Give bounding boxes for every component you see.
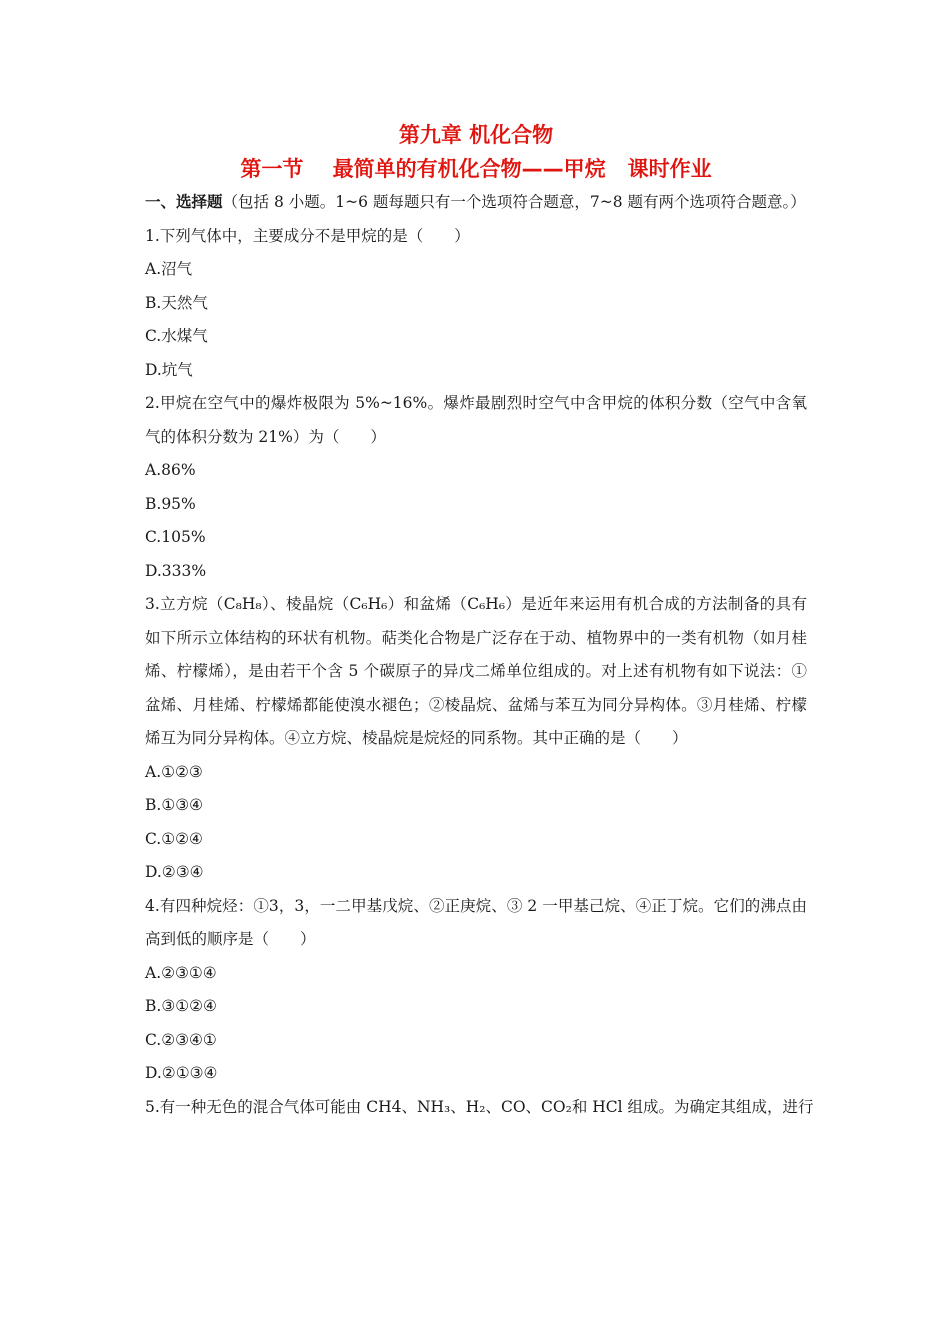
- option-c: C.②③④①: [145, 1030, 217, 1049]
- option-c: C.水煤气: [145, 327, 208, 345]
- option-d: D.333%: [145, 561, 207, 580]
- question-5: [145, 1091, 814, 1125]
- option-a: A.①②③: [145, 762, 203, 781]
- option-b: B.①③④: [145, 796, 204, 814]
- option-b: B.天然气: [145, 293, 208, 312]
- option-c: C.105%: [145, 528, 206, 546]
- section-title: 第一节 最简单的有机化合物——甲烷 课时作业: [240, 157, 712, 181]
- option-b: B.95%: [145, 494, 196, 513]
- option-c: C.①②④: [145, 829, 203, 848]
- option-d: D.坑气: [145, 360, 193, 379]
- option-a: A.86%: [145, 461, 196, 479]
- question-stem: 1.下列气体中，主要成分不是甲烷的是（ ）: [145, 226, 470, 245]
- question-2: [145, 387, 807, 588]
- question-stem: 3.立方烷（C₈H₈）、棱晶烷（C₆H₆）和盆烯（C₆H₆）是近年来运用有机合成的方法制备的具有如下所示立体结构的环状有机物。萜类化合物是广泛存在于动、植物界中的一类有机物（如月桂烯、柠檬烯），是由若干个含 5 个碳原子的异戊二烯单位组成的。对上述有机物有如下说法：①盆烯、月桂烯、柠檬烯都能使溴水褪色；②棱晶烷、盆烯与苯互为同分异构体。③月桂烯、柠檬烯互为同分异构体。④立方烷、棱晶烷是烷烃的同系物。其中正确的是（ ）: [145, 595, 807, 747]
- option-d: D.②③④: [145, 863, 204, 881]
- question-stem: 2.甲烷在空气中的爆炸极限为 5%~16%。爆炸最剧烈时空气中含甲烷的体积分数（空气中含氧气的体积分数为 21%）为（ ）: [145, 394, 807, 446]
- option-a: A.②③①④: [145, 963, 217, 982]
- option-b: B.③①②④: [145, 997, 217, 1015]
- section-heading: [145, 186, 807, 220]
- question-stem: 5.有一种无色的混合气体可能由 CH4、NH₃、H₂、CO、CO₂和 HCl 组成。为确定其组成，进行: [145, 1097, 814, 1116]
- chapter-title: 第九章 机化合物: [398, 123, 554, 147]
- question-3: [145, 588, 807, 890]
- option-a: A.沼气: [145, 260, 193, 278]
- question-1: [145, 220, 807, 388]
- section-heading-text: （包括 8 小题。1~6 题每题只有一个选项符合题意，7~8 题有两个选项符合题意。）: [222, 193, 806, 211]
- question-4: [145, 890, 807, 1091]
- question-stem: 4.有四种烷烃：①3，3，一二甲基戊烷、②正庚烷、③ 2 一甲基己烷、④正丁烷。它们的沸点由高到低的顺序是（ ）: [145, 896, 807, 948]
- section-heading-label: 一、选择题: [145, 193, 223, 211]
- document-page: [145, 118, 814, 1124]
- option-d: D.②①③④: [145, 1064, 218, 1082]
